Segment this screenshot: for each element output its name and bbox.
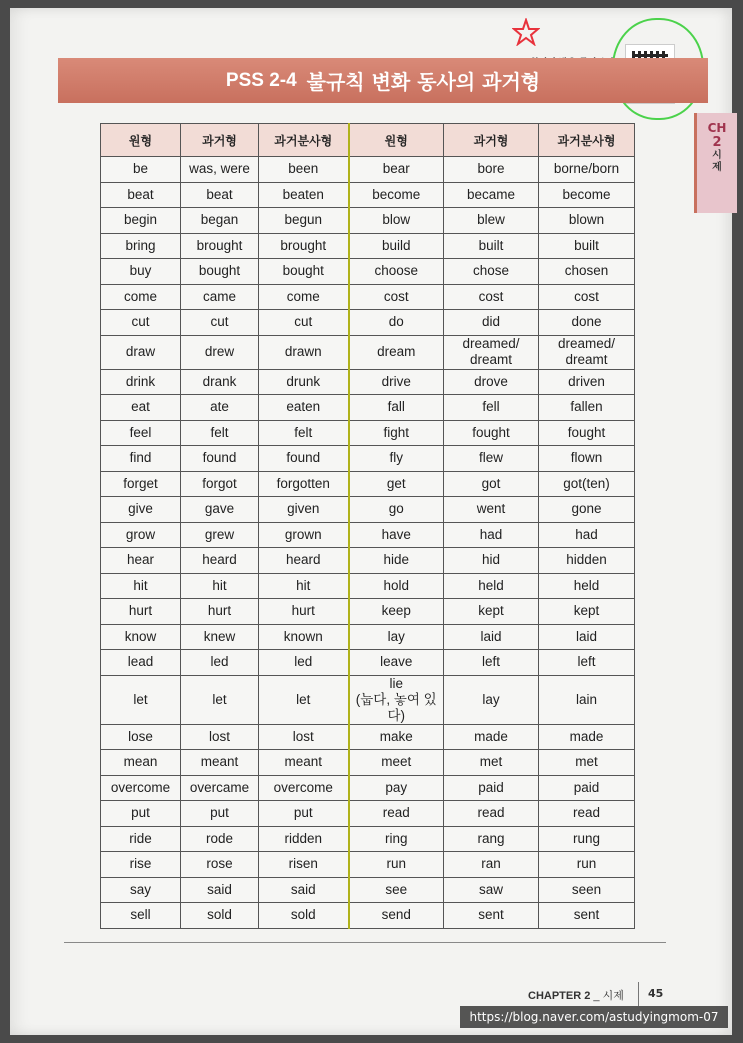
- header-base-form-2: 원형: [349, 124, 444, 157]
- table-cell: sold: [181, 903, 259, 929]
- table-cell: hide: [349, 548, 444, 574]
- table-cell: mean: [101, 750, 181, 776]
- table-cell: blow: [349, 208, 444, 234]
- table-cell: sell: [101, 903, 181, 929]
- table-row: [101, 903, 635, 929]
- table-cell: do: [349, 310, 444, 336]
- table-cell: know: [101, 624, 181, 650]
- table-row: [101, 801, 635, 827]
- table-cell: keep: [349, 599, 444, 625]
- table-cell: cut: [259, 310, 349, 336]
- table-cell: brought: [259, 233, 349, 259]
- table-cell: led: [181, 650, 259, 676]
- table-cell: lost: [259, 724, 349, 750]
- table-cell: find: [101, 446, 181, 472]
- table-cell: meet: [349, 750, 444, 776]
- table-cell: beaten: [259, 182, 349, 208]
- table-cell: had: [444, 522, 539, 548]
- table-cell: let: [101, 675, 181, 724]
- table-cell: fly: [349, 446, 444, 472]
- table-row: [101, 573, 635, 599]
- table-cell: kept: [539, 599, 635, 625]
- header-past-form: 과거형: [181, 124, 259, 157]
- table-cell: laid: [539, 624, 635, 650]
- table-cell: sent: [539, 903, 635, 929]
- table-cell: grow: [101, 522, 181, 548]
- table-cell: begin: [101, 208, 181, 234]
- table-cell: send: [349, 903, 444, 929]
- table-cell: sold: [259, 903, 349, 929]
- table-cell: ride: [101, 826, 181, 852]
- table-cell: grew: [181, 522, 259, 548]
- table-cell: read: [539, 801, 635, 827]
- table-cell: lead: [101, 650, 181, 676]
- section-title-bar: [58, 58, 708, 103]
- table-cell: have: [349, 522, 444, 548]
- table-row: [101, 259, 635, 285]
- table-cell: get: [349, 471, 444, 497]
- footer-chapter-subject: 시제: [602, 990, 624, 1002]
- table-cell: run: [539, 852, 635, 878]
- table-cell: let: [259, 675, 349, 724]
- table-row: [101, 208, 635, 234]
- table-cell: found: [259, 446, 349, 472]
- table-cell: bought: [181, 259, 259, 285]
- table-cell: grown: [259, 522, 349, 548]
- table-cell: forgotten: [259, 471, 349, 497]
- table-cell: lain: [539, 675, 635, 724]
- table-cell: meant: [259, 750, 349, 776]
- table-cell: brought: [181, 233, 259, 259]
- table-cell: rode: [181, 826, 259, 852]
- footer-divider: [638, 982, 639, 1006]
- table-cell: dreamed/ dreamt: [444, 335, 539, 369]
- table-cell: borne/born: [539, 157, 635, 183]
- header-past-participle: 과거분사형: [259, 124, 349, 157]
- table-cell: saw: [444, 877, 539, 903]
- table-cell: bore: [444, 157, 539, 183]
- table-cell: cut: [181, 310, 259, 336]
- table-cell: made: [444, 724, 539, 750]
- table-cell: been: [259, 157, 349, 183]
- table-row: [101, 522, 635, 548]
- table-cell: known: [259, 624, 349, 650]
- section-number: PSS 2-4: [225, 69, 297, 91]
- irregular-verbs-table: [100, 123, 635, 929]
- table-cell: fought: [539, 420, 635, 446]
- table-row: [101, 877, 635, 903]
- table-cell: driven: [539, 369, 635, 395]
- table-cell: forget: [101, 471, 181, 497]
- table-cell: hear: [101, 548, 181, 574]
- table-cell: ate: [181, 395, 259, 421]
- header-base-form: 원형: [101, 124, 181, 157]
- table-cell: become: [349, 182, 444, 208]
- table-cell: felt: [181, 420, 259, 446]
- table-cell: began: [181, 208, 259, 234]
- table-cell: lost: [181, 724, 259, 750]
- table-cell: let: [181, 675, 259, 724]
- table-body: [101, 157, 635, 929]
- table-cell: became: [444, 182, 539, 208]
- table-cell: eat: [101, 395, 181, 421]
- table-row: [101, 420, 635, 446]
- chapter-tab[interactable]: [694, 113, 737, 213]
- table-cell: lay: [349, 624, 444, 650]
- chapter-tab-subject-2: 제: [712, 162, 722, 173]
- table-cell: kept: [444, 599, 539, 625]
- table-cell: risen: [259, 852, 349, 878]
- table-cell: gone: [539, 497, 635, 523]
- table-cell: flown: [539, 446, 635, 472]
- page-bottom-rule: [64, 942, 666, 943]
- table-cell: felt: [259, 420, 349, 446]
- table-cell: cost: [444, 284, 539, 310]
- table-cell: be: [101, 157, 181, 183]
- table-row: [101, 675, 635, 724]
- table-row: [101, 497, 635, 523]
- table-cell: come: [101, 284, 181, 310]
- table-cell: blown: [539, 208, 635, 234]
- table-cell: cost: [349, 284, 444, 310]
- table-row: [101, 335, 635, 369]
- table-cell: rose: [181, 852, 259, 878]
- table-cell: made: [539, 724, 635, 750]
- table-cell: hurt: [101, 599, 181, 625]
- table-cell: pay: [349, 775, 444, 801]
- table-cell: gave: [181, 497, 259, 523]
- table-cell: built: [539, 233, 635, 259]
- table-cell: fallen: [539, 395, 635, 421]
- footer-chapter-label: CHAPTER 2: [528, 990, 591, 1002]
- table-cell: got(ten): [539, 471, 635, 497]
- table-cell: hurt: [259, 599, 349, 625]
- table-cell: heard: [181, 548, 259, 574]
- table-cell: buy: [101, 259, 181, 285]
- table-cell: give: [101, 497, 181, 523]
- table-cell: become: [539, 182, 635, 208]
- table-cell: hit: [101, 573, 181, 599]
- table-cell: held: [444, 573, 539, 599]
- table-cell: hit: [259, 573, 349, 599]
- table-cell: drive: [349, 369, 444, 395]
- table-cell: flew: [444, 446, 539, 472]
- table-row: [101, 724, 635, 750]
- table-row: [101, 157, 635, 183]
- table-cell: make: [349, 724, 444, 750]
- table-cell: ran: [444, 852, 539, 878]
- footer-chapter: [528, 987, 624, 1003]
- table-cell: held: [539, 573, 635, 599]
- table-cell: did: [444, 310, 539, 336]
- table-cell: said: [181, 877, 259, 903]
- table-cell: paid: [539, 775, 635, 801]
- table-cell: rise: [101, 852, 181, 878]
- table-cell: fought: [444, 420, 539, 446]
- table-row: [101, 369, 635, 395]
- table-row: [101, 471, 635, 497]
- table-cell: put: [259, 801, 349, 827]
- header-past-form-2: 과거형: [444, 124, 539, 157]
- table-cell: see: [349, 877, 444, 903]
- table-cell: drink: [101, 369, 181, 395]
- table-row: [101, 284, 635, 310]
- table-cell: done: [539, 310, 635, 336]
- table-cell: went: [444, 497, 539, 523]
- table-header-row: [101, 124, 635, 157]
- table-cell: ridden: [259, 826, 349, 852]
- table-cell: lose: [101, 724, 181, 750]
- table-cell: bought: [259, 259, 349, 285]
- table-cell: left: [539, 650, 635, 676]
- table-cell: led: [259, 650, 349, 676]
- table-row: [101, 826, 635, 852]
- table-cell: hid: [444, 548, 539, 574]
- table-cell: choose: [349, 259, 444, 285]
- table-cell: read: [349, 801, 444, 827]
- table-cell: knew: [181, 624, 259, 650]
- table-cell: said: [259, 877, 349, 903]
- blog-watermark: https://blog.naver.com/astudyingmom-07: [460, 1006, 728, 1028]
- table-cell: lie (눕다, 놓여 있다): [349, 675, 444, 724]
- table-row: [101, 182, 635, 208]
- chapter-tab-number: 2: [712, 135, 722, 150]
- table-cell: cut: [101, 310, 181, 336]
- table-cell: drew: [181, 335, 259, 369]
- table-cell: draw: [101, 335, 181, 369]
- table-cell: hit: [181, 573, 259, 599]
- section-title: 불규칙 변화 동사의 과거형: [306, 70, 541, 94]
- table-cell: go: [349, 497, 444, 523]
- table-cell: beat: [181, 182, 259, 208]
- table-cell: forgot: [181, 471, 259, 497]
- table-cell: seen: [539, 877, 635, 903]
- table-row: [101, 852, 635, 878]
- page-number: 45: [648, 987, 664, 1000]
- table-row: [101, 599, 635, 625]
- table-cell: drawn: [259, 335, 349, 369]
- table-cell: read: [444, 801, 539, 827]
- table-cell: met: [444, 750, 539, 776]
- table-cell: got: [444, 471, 539, 497]
- table-row: [101, 624, 635, 650]
- table-row: [101, 233, 635, 259]
- table-cell: rang: [444, 826, 539, 852]
- table-cell: put: [101, 801, 181, 827]
- table-cell: eaten: [259, 395, 349, 421]
- table-cell: had: [539, 522, 635, 548]
- table-cell: overcome: [259, 775, 349, 801]
- table-cell: dreamed/ dreamt: [539, 335, 635, 369]
- table-cell: heard: [259, 548, 349, 574]
- table-cell: fall: [349, 395, 444, 421]
- table-cell: bear: [349, 157, 444, 183]
- table-cell: bring: [101, 233, 181, 259]
- table-cell: drove: [444, 369, 539, 395]
- table-cell: fell: [444, 395, 539, 421]
- table-row: [101, 650, 635, 676]
- table-cell: was, were: [181, 157, 259, 183]
- table-cell: left: [444, 650, 539, 676]
- table-row: [101, 750, 635, 776]
- table-cell: cost: [539, 284, 635, 310]
- star-doodle-icon: [512, 18, 540, 46]
- table-cell: came: [181, 284, 259, 310]
- table-cell: drank: [181, 369, 259, 395]
- table-cell: dream: [349, 335, 444, 369]
- table-cell: given: [259, 497, 349, 523]
- table-cell: come: [259, 284, 349, 310]
- table-cell: overcome: [101, 775, 181, 801]
- header-past-participle-2: 과거분사형: [539, 124, 635, 157]
- table-row: [101, 775, 635, 801]
- table-cell: hurt: [181, 599, 259, 625]
- table-cell: feel: [101, 420, 181, 446]
- chapter-tab-ch: CH: [707, 121, 727, 135]
- table-cell: build: [349, 233, 444, 259]
- table-cell: ring: [349, 826, 444, 852]
- table-cell: beat: [101, 182, 181, 208]
- table-row: [101, 395, 635, 421]
- table-cell: lay: [444, 675, 539, 724]
- table-cell: run: [349, 852, 444, 878]
- table-cell: paid: [444, 775, 539, 801]
- table-cell: rung: [539, 826, 635, 852]
- table-cell: drunk: [259, 369, 349, 395]
- table-row: [101, 548, 635, 574]
- table-cell: meant: [181, 750, 259, 776]
- footer-chapter-sep: _: [590, 990, 603, 1002]
- table-row: [101, 310, 635, 336]
- table-cell: blew: [444, 208, 539, 234]
- chapter-tab-subject-1: 시: [712, 150, 722, 161]
- table-cell: chose: [444, 259, 539, 285]
- table-cell: hold: [349, 573, 444, 599]
- table-cell: sent: [444, 903, 539, 929]
- table-cell: say: [101, 877, 181, 903]
- table-cell: fight: [349, 420, 444, 446]
- table-cell: leave: [349, 650, 444, 676]
- table-cell: hidden: [539, 548, 635, 574]
- table-cell: built: [444, 233, 539, 259]
- table-cell: overcame: [181, 775, 259, 801]
- table-cell: met: [539, 750, 635, 776]
- table-cell: begun: [259, 208, 349, 234]
- table-cell: chosen: [539, 259, 635, 285]
- table-cell: laid: [444, 624, 539, 650]
- table-cell: put: [181, 801, 259, 827]
- table-cell: found: [181, 446, 259, 472]
- table-row: [101, 446, 635, 472]
